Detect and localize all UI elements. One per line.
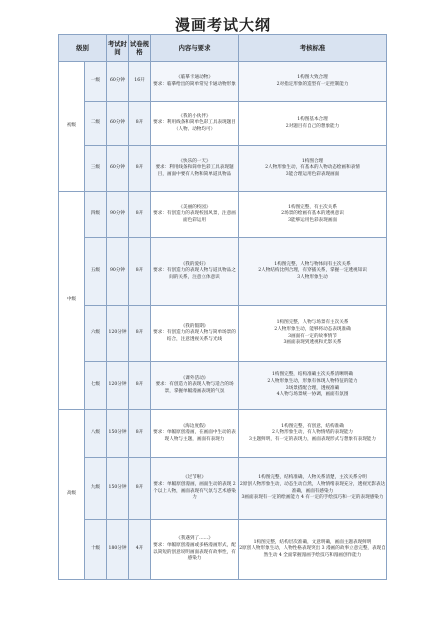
content-cell xyxy=(151,62,239,102)
table-row xyxy=(59,238,387,306)
time-cell: 60分钟 xyxy=(107,102,129,146)
standard-line: 2人物形象生动，有人物情绪的表现能力 xyxy=(271,430,354,436)
standard-line: 2原创人物形象生动，人物性格表现突出 3 漫画的故事立意完整，表现自然生动 4 全面掌握漫画手绘技巧和漫画创作能力 xyxy=(239,546,386,558)
time-cell: 150分钟 xyxy=(107,458,129,520)
level-cell: 二级 xyxy=(85,102,107,146)
content-cell xyxy=(151,102,239,146)
standard-line: 3画面表现到透视和光影关系 xyxy=(283,340,342,346)
table-row xyxy=(59,102,387,146)
topic-title: 《快乐的一天》 xyxy=(178,158,211,164)
level-cell: 五级 xyxy=(85,238,107,306)
standard-cell xyxy=(239,146,387,192)
time-cell: 90分钟 xyxy=(107,192,129,238)
content-cell xyxy=(151,410,239,458)
header-level: 级别 xyxy=(59,35,107,62)
standard-line: 2场景的绘画有基本的透视意识 xyxy=(281,211,344,217)
size-cell: 16开 xyxy=(129,62,151,102)
topic-title: 《海边度假》 xyxy=(180,423,209,429)
stage-cell: 高级 xyxy=(59,410,85,580)
page-title: 漫画考试大纲 xyxy=(174,16,271,34)
standard-line: 1构图合理 xyxy=(301,158,324,164)
topic-requirement: 要求：有创造力的表现人物与适合的场景，掌握单幅漫画表现的气氛 xyxy=(155,382,234,394)
table-row xyxy=(59,362,387,410)
level-cell: 三级 xyxy=(85,146,107,192)
standard-line: 1构图基本合理 xyxy=(297,116,328,122)
table-row xyxy=(59,192,387,238)
topic-title: 《我的小伙伴》 xyxy=(178,113,211,119)
standard-line: 1构图完整，结构准确主次关系清晰明确 xyxy=(271,372,354,378)
standard-line: 2人物形象生动，能够将动态表现准确 xyxy=(274,326,351,332)
content-cell xyxy=(151,362,239,410)
size-cell: 8开 xyxy=(129,306,151,362)
table-row xyxy=(59,520,387,580)
stage-cell: 初级 xyxy=(59,62,85,192)
standard-line: 1构图完整，结构层次准确，文意明确，画面主题表现鲜明 xyxy=(253,539,372,545)
standard-line: 1构图完整，有创意，结构准确 xyxy=(281,423,344,429)
level-cell: 四级 xyxy=(85,192,107,238)
standard-cell xyxy=(239,520,387,580)
topic-requirement: 要求：有创造力的表现人物与道具物品之间的关系，注意立体意识 xyxy=(153,268,236,280)
table-header-row xyxy=(59,35,387,62)
standard-cell xyxy=(239,238,387,306)
time-cell: 60分钟 xyxy=(107,146,129,192)
content-cell xyxy=(151,458,239,520)
level-cell: 九级 xyxy=(85,458,107,520)
standard-cell xyxy=(239,306,387,362)
size-cell: 8开 xyxy=(129,238,151,306)
topic-title: 《过节啦》 xyxy=(183,475,206,481)
level-cell: 六级 xyxy=(85,306,107,362)
syllabus-table xyxy=(58,34,387,580)
standard-cell xyxy=(239,458,387,520)
standard-line: 1构图大致合理 xyxy=(297,74,328,80)
standard-cell xyxy=(239,62,387,102)
stage-cell: 中级 xyxy=(59,192,85,410)
standard-line: 3能够运用色彩表现画面 xyxy=(288,217,337,223)
level-cell: 七级 xyxy=(85,362,107,410)
standard-line: 4人物与场景统一协调，画面有氛围 xyxy=(276,392,349,398)
level-cell: 八级 xyxy=(85,410,107,458)
table-row xyxy=(59,146,387,192)
topic-title: 《我遇到了……》 xyxy=(176,536,213,542)
standard-line: 1构图完整，结构准确，人物关系清楚，主次关系分明 xyxy=(258,475,367,481)
standard-line: 1构图完整，人物与物体间有主次关系 xyxy=(274,261,351,267)
topic-requirement: 要求：单幅原创漫画，在画面中生动的表现人物与主题，画面有表现力 xyxy=(153,430,236,442)
standard-line: 2人物结构比例合理，有穿插关系，掌握一定透视知识 xyxy=(258,268,367,274)
standard-line: 3主题鲜明，有一定的表现力，画面表现形式与想象有表现能力 xyxy=(249,436,376,442)
topic-requirement: 要求：利用线条和简单色彩工具表现题目，画面中要有人物和简单道具物品 xyxy=(155,165,234,177)
table-row xyxy=(59,62,387,102)
standard-cell xyxy=(239,192,387,238)
topic-title: 《我的爱好》 xyxy=(180,261,209,267)
table-row xyxy=(59,458,387,520)
standard-line: 3画面有一定的故事情节 xyxy=(288,333,337,339)
standard-line: 2对题目有自己的想象能力 xyxy=(285,123,340,129)
time-cell: 120分钟 xyxy=(107,362,129,410)
topic-requirement: 要求：有创造力的表现人物与简单场景的结合，注意透视关系与光线 xyxy=(153,330,236,342)
content-cell xyxy=(151,146,239,192)
standard-line: 2原创人物形象生动，动态生动自然，人物情绪表现充分，透视光影表达准确，画面有感染力 xyxy=(239,481,386,494)
time-cell: 180分钟 xyxy=(107,520,129,580)
topic-requirement: 要求：单幅原创漫画，画面生动的表现 2 个以上人物，画面表现有气氛与艺术感染力 xyxy=(153,481,236,501)
standard-line: 1构图完整，有主次关系 xyxy=(288,204,337,210)
standard-line: 2人物形象生动，有基本的人物动态绘画和表情 xyxy=(265,165,360,171)
standard-cell xyxy=(239,410,387,458)
size-cell: 8开 xyxy=(129,410,151,458)
standard-line: 3场景搭配合理，透视准确 xyxy=(285,385,340,391)
size-cell: 8开 xyxy=(129,146,151,192)
size-cell: 4开 xyxy=(129,520,151,580)
content-cell xyxy=(151,192,239,238)
header-size: 试卷规格 xyxy=(129,35,151,62)
topic-title: 《我的假期》 xyxy=(180,323,209,329)
level-cell: 一级 xyxy=(85,62,107,102)
time-cell: 120分钟 xyxy=(107,306,129,362)
standard-line: 1构图完整，人物与场景有主次关系 xyxy=(276,320,349,326)
header-content: 内容与要求 xyxy=(151,35,239,62)
time-cell: 90分钟 xyxy=(107,238,129,306)
size-cell: 8开 xyxy=(129,192,151,238)
standard-line: 2对指定形象的造型有一定控制能力 xyxy=(276,81,349,87)
header-standard: 考核标准 xyxy=(239,35,387,62)
time-cell: 60分钟 xyxy=(107,62,129,102)
level-cell: 十级 xyxy=(85,520,107,580)
topic-requirement: 要求：单幅原创漫画或多格漫画形式，配以简短的创意说明画面表现有故事性，有感染力 xyxy=(153,542,236,562)
content-cell xyxy=(151,306,239,362)
standard-line: 3人物形象生动 xyxy=(297,274,328,280)
standard-line: 3能合理运用色彩表现画面 xyxy=(285,171,340,177)
standard-line: 2人物形象生动，形象有体现人物特征的能力 xyxy=(267,378,358,384)
content-cell xyxy=(151,238,239,306)
time-cell: 150分钟 xyxy=(107,410,129,458)
content-cell xyxy=(151,520,239,580)
size-cell: 8开 xyxy=(129,458,151,520)
size-cell: 8开 xyxy=(129,102,151,146)
topic-requirement: 要求：利用线条和简单色彩工具表现题目（人物、动物均可） xyxy=(153,120,236,132)
header-time: 考试时间 xyxy=(107,35,129,62)
topic-title: 《美丽的校园》 xyxy=(178,204,211,210)
topic-title: 《临摹卡通动物》 xyxy=(176,74,213,80)
table-row xyxy=(59,306,387,362)
table-row xyxy=(59,410,387,458)
standard-cell xyxy=(239,102,387,146)
topic-requirement: 要求：有创造力的表现校园风景，注意画面色彩运用 xyxy=(153,211,236,223)
topic-title: 《课外活动》 xyxy=(180,375,209,381)
topic-requirement: 要求：临摹给出的简单常见卡通动物形象 xyxy=(153,81,236,87)
size-cell: 8开 xyxy=(129,362,151,410)
standard-cell xyxy=(239,362,387,410)
standard-line: 3画面表现有一定的绘画能力 4 有一定的手绘技巧和一定的表现感染力 xyxy=(241,495,384,501)
